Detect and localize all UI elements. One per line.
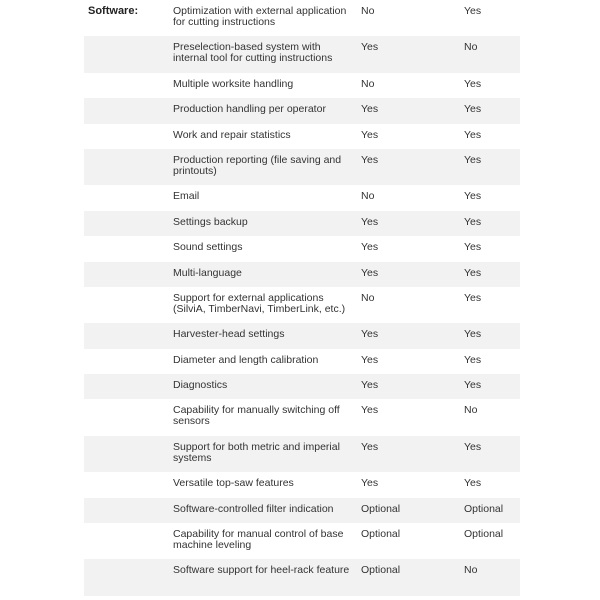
value-col2: Yes [460, 374, 520, 399]
value-col1: Optional [357, 498, 460, 523]
feature-label: Capability for manual control of base machine leveling [173, 528, 344, 552]
feature-label: Software support for heel-rack feature [169, 559, 357, 595]
table-row [84, 262, 520, 287]
value-col2: Yes [464, 77, 482, 90]
value-col1: Yes [357, 36, 460, 72]
value-col2: Yes [464, 477, 482, 490]
software-feature-table [84, 0, 520, 596]
category-cell [84, 149, 169, 185]
value-col2: Optional [464, 528, 504, 541]
feature-label: Diameter and length calibration [173, 353, 319, 366]
category-cell [84, 374, 169, 399]
table-row [84, 349, 520, 374]
feature-label: Versatile top-saw features [173, 477, 294, 490]
category-cell [84, 436, 169, 472]
value-col2: Yes [460, 211, 520, 236]
table-row [84, 323, 520, 348]
table-row [84, 185, 520, 210]
feature-label: Email [173, 190, 200, 203]
category-cell [84, 399, 169, 435]
value-col1: No [361, 190, 375, 203]
value-col1: Yes [357, 149, 460, 185]
category-label: Software: [88, 5, 139, 17]
table-row [84, 523, 520, 559]
value-col1: Yes [357, 98, 460, 123]
value-col2: Yes [460, 323, 520, 348]
value-col1: Yes [357, 374, 460, 399]
category-cell [84, 236, 169, 261]
category-cell [84, 124, 169, 149]
value-col1: Yes [361, 404, 379, 417]
value-col2: Yes [464, 353, 482, 366]
table-row [84, 98, 520, 123]
feature-label: Optimization with external application for cutting instructions [173, 5, 347, 28]
table-row [84, 559, 520, 595]
value-col1: Yes [357, 323, 460, 348]
feature-label: Diagnostics [169, 374, 357, 399]
value-col1: Yes [361, 128, 379, 141]
feature-label: Settings backup [169, 211, 357, 236]
category-cell [84, 559, 169, 595]
value-col1: Yes [361, 241, 379, 254]
value-col2: No [460, 36, 520, 72]
value-col1: Yes [361, 353, 379, 366]
table-row [84, 124, 520, 149]
feature-label: Production reporting (file saving and printouts) [169, 149, 357, 185]
value-col2: Yes [464, 241, 482, 254]
feature-label: Multi-language [169, 262, 357, 287]
value-col1: Yes [357, 436, 460, 472]
value-col2: Yes [464, 190, 482, 203]
category-cell [84, 472, 169, 497]
table-row [84, 73, 520, 98]
value-col2: Yes [460, 98, 520, 123]
value-col1: Optional [357, 559, 460, 595]
value-col1: Optional [361, 528, 401, 541]
table-row [84, 472, 520, 497]
category-cell [84, 349, 169, 374]
table-row [84, 236, 520, 261]
table-row [84, 0, 520, 36]
value-col2: Yes [460, 262, 520, 287]
feature-label: Harvester-head settings [169, 323, 357, 348]
category-cell [84, 523, 169, 559]
value-col2: Yes [460, 149, 520, 185]
feature-label: Software-controlled filter indication [169, 498, 357, 523]
category-cell [84, 73, 169, 98]
value-col2: No [460, 559, 520, 595]
table-row [84, 374, 520, 399]
feature-label: Sound settings [173, 241, 243, 254]
category-cell [84, 211, 169, 236]
feature-label: Multiple worksite handling [173, 77, 294, 90]
value-col1: No [361, 5, 375, 17]
value-col2: Yes [460, 436, 520, 472]
value-col1: No [361, 77, 375, 90]
table-row [84, 498, 520, 523]
table-row [84, 149, 520, 185]
feature-label: Work and repair statistics [173, 128, 291, 141]
feature-label: Production handling per operator [169, 98, 357, 123]
category-cell [84, 185, 169, 210]
value-col2: Optional [460, 498, 520, 523]
table-row [84, 399, 520, 435]
table-row [84, 211, 520, 236]
value-col2: No [464, 404, 478, 417]
feature-label: Capability for manually switching off sensors [173, 404, 340, 428]
feature-label: Support for both metric and imperial systems [169, 436, 357, 472]
value-col2: Yes [464, 291, 482, 304]
category-cell [84, 323, 169, 348]
value-col2: Yes [464, 5, 482, 17]
value-col1: Yes [357, 211, 460, 236]
category-cell [84, 287, 169, 323]
category-cell [84, 262, 169, 287]
feature-label: Preselection-based system with internal tool for cutting instructions [169, 36, 357, 72]
category-cell [84, 36, 169, 72]
table-row [84, 436, 520, 472]
table-row [84, 36, 520, 72]
feature-label: Support for external applications (SilviA, TimberNavi, TimberLink, etc.) [173, 291, 346, 315]
value-col1: Yes [361, 477, 379, 490]
category-cell [84, 498, 169, 523]
value-col1: No [361, 291, 375, 304]
category-cell [84, 98, 169, 123]
table-row [84, 287, 520, 323]
value-col2: Yes [464, 128, 482, 141]
value-col1: Yes [357, 262, 460, 287]
